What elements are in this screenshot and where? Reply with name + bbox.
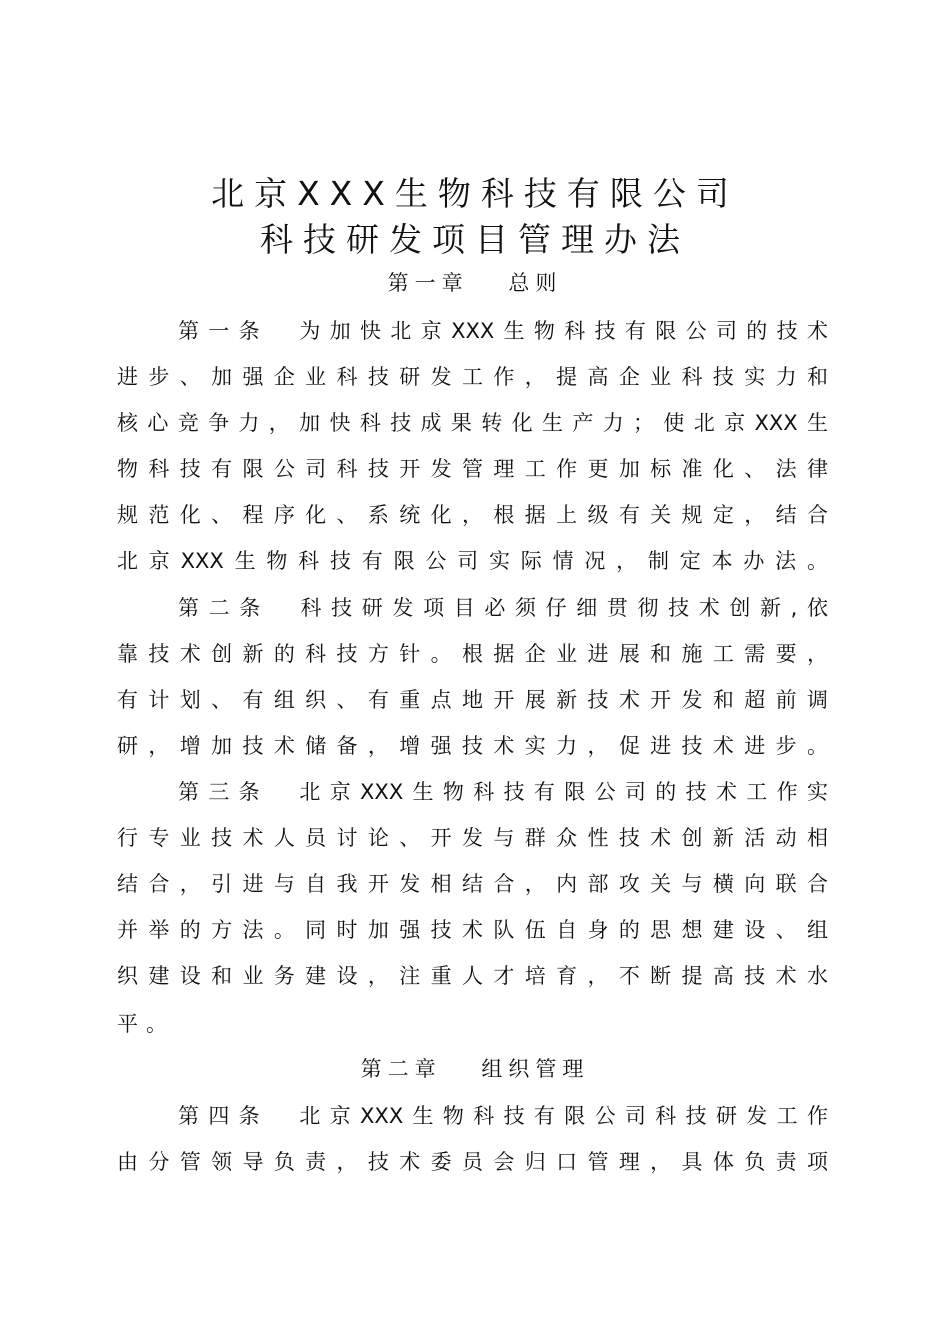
article-2-line: 靠技术创新的科技方针。根据企业进展和施工需要， xyxy=(117,642,828,666)
chapter-heading-1: 第一章 总则 xyxy=(387,271,563,295)
article-3-line: 并举的方法。同时加强技术队伍自身的思想建设、组 xyxy=(117,918,828,942)
article-2-line: 研，增加技术储备，增强技术实力，促进技术进步。 xyxy=(117,734,828,758)
article-3-line: 结合，引进与自我开发相结合，内部攻关与横向联合 xyxy=(117,872,828,896)
article-1-line: 规范化、程序化、系统化，根据上级有关规定，结合 xyxy=(117,503,828,527)
chapter-heading-2: 第二章 组织管理 xyxy=(360,1057,590,1081)
article-1-line: 物科技有限公司科技开发管理工作更加标准化、法律 xyxy=(117,457,828,481)
article-1-line: 核心竞争力，加快科技成果转化生产力；使北京XXX生 xyxy=(117,411,828,435)
article-1-line: 进步、加强企业科技研发工作，提高企业科技实力和 xyxy=(117,365,828,389)
article-3-line: 平。 xyxy=(117,1012,175,1036)
article-4-line: 第四条 北京XXX生物科技有限公司科技研发工作 xyxy=(178,1104,828,1128)
article-3-line: 织建设和业务建设，注重人才培育，不断提高技术水 xyxy=(117,964,828,988)
article-1-line: 第一条 为加快北京XXX生物科技有限公司的技术 xyxy=(178,319,828,343)
article-3-line: 行专业技术人员讨论、开发与群众性技术创新活动相 xyxy=(117,826,828,850)
article-1-line: 北京XXX生物科技有限公司实际情况，制定本办法。 xyxy=(117,549,828,573)
document-title-line2: 科技研发项目管理办法 xyxy=(260,220,690,259)
article-3-line: 第三条 北京XXX生物科技有限公司的技术工作实 xyxy=(178,780,828,804)
article-4-line: 由分管领导负责，技术委员会归口管理，具体负责项 xyxy=(117,1150,828,1174)
article-2-line: 第二条 科技研发项目必须仔细贯彻技术创新,依 xyxy=(178,596,828,620)
document-title-line1: 北京XXX生物科技有限公司 xyxy=(211,174,739,213)
article-2-line: 有计划、有组织、有重点地开展新技术开发和超前调 xyxy=(117,688,828,712)
